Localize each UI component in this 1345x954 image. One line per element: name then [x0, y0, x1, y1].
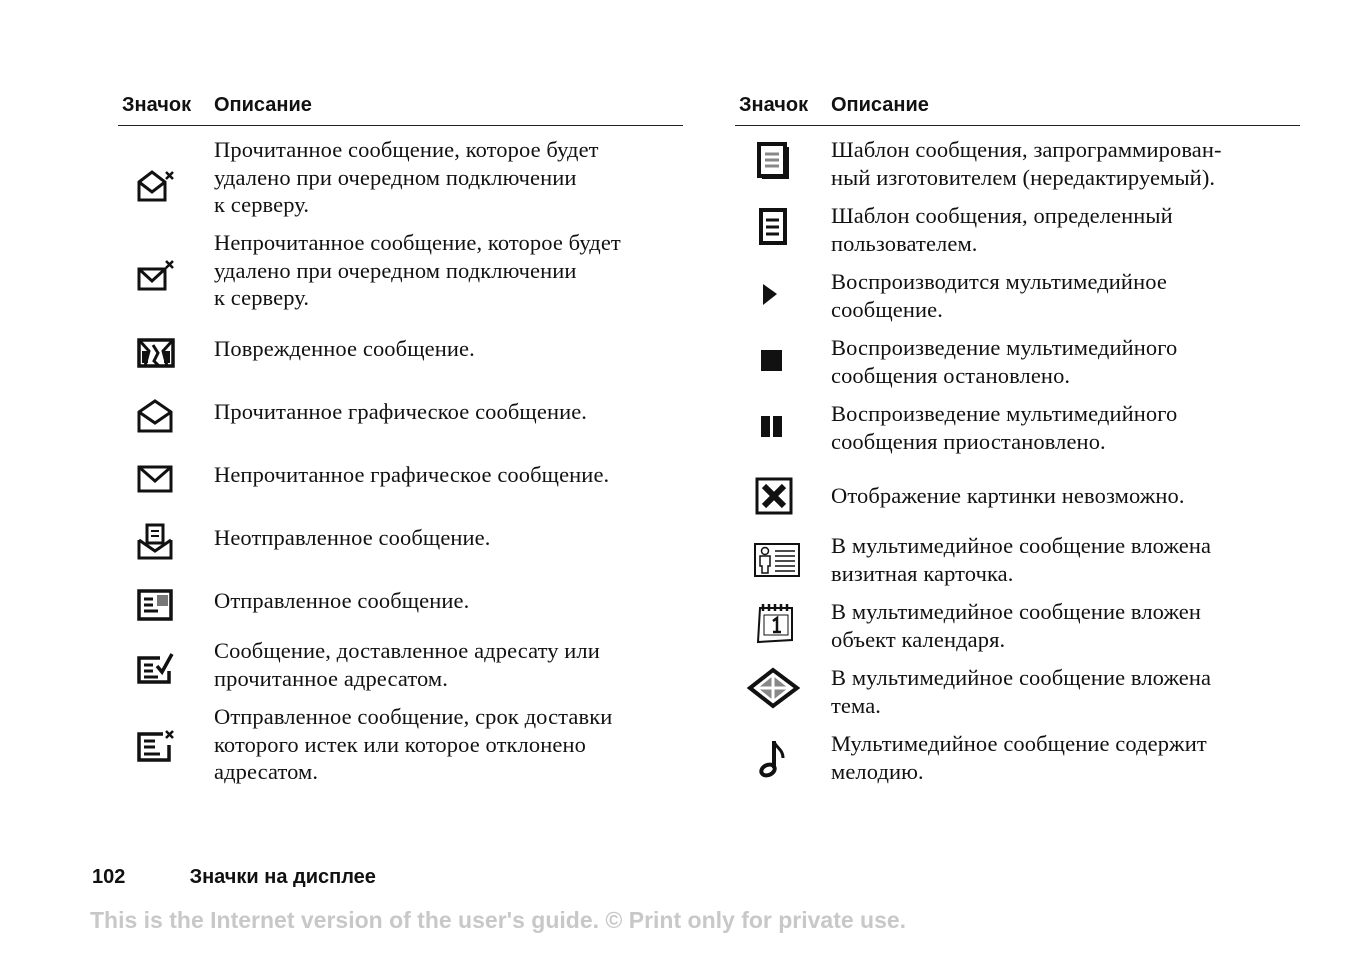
- unsent-message-icon: [136, 523, 176, 561]
- melody-icon: [753, 738, 793, 782]
- row-description: Воспроизводится мультимедийное сообщение.: [831, 269, 1167, 322]
- table-row: [735, 730, 1300, 796]
- corrupted-message-icon: [136, 337, 176, 369]
- row-description: Мультимедийное сообщение содержит мелодию.: [831, 731, 1207, 784]
- calendar-icon: [753, 602, 797, 646]
- read-graphic-message-icon: [136, 398, 176, 434]
- table-row: [735, 598, 1300, 664]
- table-row: [118, 637, 683, 703]
- preset-template-icon: [753, 141, 793, 181]
- left-icon-table: [118, 91, 683, 796]
- row-description: Шаблон сообщения, запрограммирован- ный изготовителем (нередактируемый).: [831, 137, 1222, 190]
- table-row: [118, 448, 683, 511]
- table-row: [735, 400, 1300, 466]
- table-row: [118, 322, 683, 385]
- table-row: [118, 136, 683, 229]
- stop-icon: [753, 346, 793, 376]
- right-icon-table: [735, 91, 1300, 796]
- table-row: [735, 268, 1300, 334]
- left-table-header: [118, 91, 683, 126]
- table-row: [735, 466, 1300, 532]
- right-table-header: [735, 91, 1300, 126]
- row-description: Отправленное сообщение.: [214, 587, 470, 613]
- unread-message-delete-icon: [136, 259, 176, 295]
- table-row: [735, 136, 1300, 202]
- row-description: Неотправленное сообщение.: [214, 524, 491, 550]
- table-row: [118, 229, 683, 322]
- sent-message-icon: [136, 588, 176, 622]
- row-description: В мультимедийное сообщение вложен объект календаря.: [831, 599, 1202, 652]
- read-message-delete-icon: [136, 168, 176, 204]
- table-row: [735, 334, 1300, 400]
- table-row: [118, 385, 683, 448]
- header-description-label: Описание: [214, 94, 312, 116]
- row-description: Отображение картинки невозможно.: [831, 483, 1185, 509]
- row-description: В мультимедийное сообщение вложена визитная карточка.: [831, 533, 1212, 586]
- row-description: Сообщение, доставленное адресату или прочитанное адресатом.: [214, 638, 600, 691]
- section-title: Значки на дисплее: [189, 866, 376, 888]
- table-row: [735, 664, 1300, 730]
- row-description: Воспроизведение мультимедийного сообщения приостановлено.: [831, 401, 1178, 454]
- row-description: В мультимедийное сообщение вложена тема.: [831, 665, 1212, 718]
- row-description: Поврежденное сообщение.: [214, 335, 475, 361]
- table-row: [735, 202, 1300, 268]
- business-card-icon: [753, 542, 803, 580]
- table-row: [118, 511, 683, 574]
- row-description: Непрочитанное графическое сообщение.: [214, 461, 610, 487]
- row-description: Прочитанное сообщение, которое будет удалено при очередном подключении к серверу.: [214, 137, 599, 217]
- picture-error-icon: [753, 476, 797, 518]
- table-row: [118, 574, 683, 637]
- play-icon: [753, 280, 793, 310]
- row-description: Воспроизведение мультимедийного сообщения остановлено.: [831, 335, 1178, 388]
- header-description-label: Описание: [831, 94, 929, 116]
- table-row: [735, 532, 1300, 598]
- row-description: Прочитанное графическое сообщение.: [214, 398, 588, 424]
- row-description: Шаблон сообщения, определенный пользователем.: [831, 203, 1173, 256]
- page-number: 102: [92, 866, 126, 888]
- internet-version-notice: This is the Internet version of the user's guide. © Print only for private use.: [90, 907, 907, 933]
- table-row: [118, 703, 683, 796]
- row-description: Непрочитанное сообщение, которое будет удалено при очередном подключении к серверу.: [214, 230, 621, 310]
- expired-message-icon: [136, 729, 176, 763]
- row-description: Отправленное сообщение, срок доставки которого истек или которое отклонено адресатом.: [214, 704, 613, 784]
- theme-icon: [747, 666, 801, 710]
- pause-icon: [753, 412, 793, 442]
- unread-graphic-message-icon: [136, 463, 176, 495]
- user-template-icon: [753, 207, 793, 247]
- page-footer: [92, 866, 376, 889]
- header-icon-label: Значок: [122, 94, 192, 116]
- delivered-message-icon: [136, 651, 176, 685]
- header-icon-label: Значок: [739, 94, 809, 116]
